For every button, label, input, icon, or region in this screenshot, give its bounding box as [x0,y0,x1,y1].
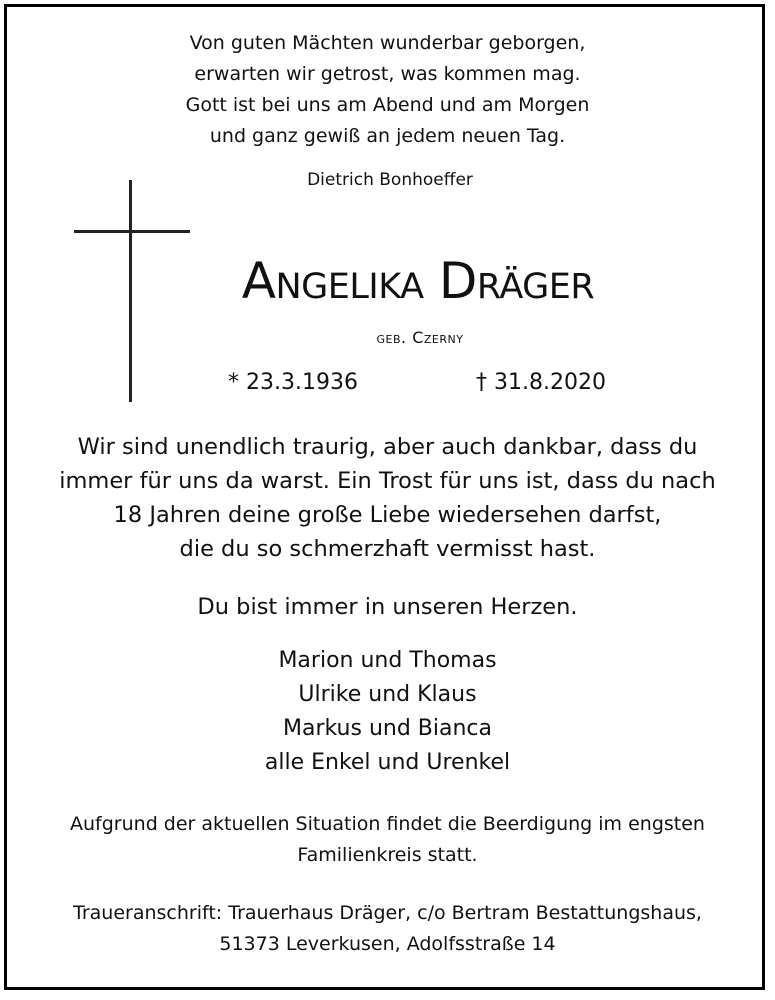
condolence-message [0,430,775,566]
deceased-name: Angelika Dräger [241,252,595,310]
address-line: Traueranschrift: Trauerhaus Dräger, c/o Bertram Bestattungshaus, [73,902,702,924]
poem-line: Gott ist bei uns am Abend und am Morgen [185,94,590,116]
poem-line: erwarten wir getrost, was kommen mag. [194,63,581,85]
family-member: Markus und Bianca [282,716,493,741]
address-line: 51373 Leverkusen, Adolfsstraße 14 [219,933,556,955]
cross-horizontal-bar [74,230,190,233]
birth-date: * 23.3.1936 [228,370,358,395]
family-member: alle Enkel und Urenkel [264,750,511,775]
cross-vertical-bar [129,180,132,402]
message-line: 18 Jahren deine große Liebe wiedersehen darfst, [113,502,662,528]
poem [0,28,775,152]
family-member: Ulrike und Klaus [298,682,477,707]
poem-line: und ganz gewiß an jedem neuen Tag. [209,125,566,147]
message-line: immer für uns da warst. Ein Trost für uns ist, dass du nach [59,468,716,494]
note-line: Familienkreis statt. [297,844,478,866]
note-line: Aufgrund der aktuellen Situation findet die Beerdigung im engsten [70,813,705,835]
maiden-name: geb. Czerny [376,328,464,347]
closing-text: Du bist immer in unseren Herzen. [197,594,578,620]
mourning-address [0,898,775,960]
poem-author: Dietrich Bonhoeffer [307,170,473,190]
message-line: Wir sind unendlich traurig, aber auch dankbar, dass du [77,434,698,460]
closing-line [0,594,775,620]
family-list [0,644,775,780]
funeral-note [0,809,775,871]
poem-line: Von guten Mächten wunderbar geborgen, [189,32,586,54]
death-date: † 31.8.2020 [476,370,606,395]
message-line: die du so schmerzhaft vermisst hast. [179,536,596,562]
family-member: Marion und Thomas [278,648,497,673]
